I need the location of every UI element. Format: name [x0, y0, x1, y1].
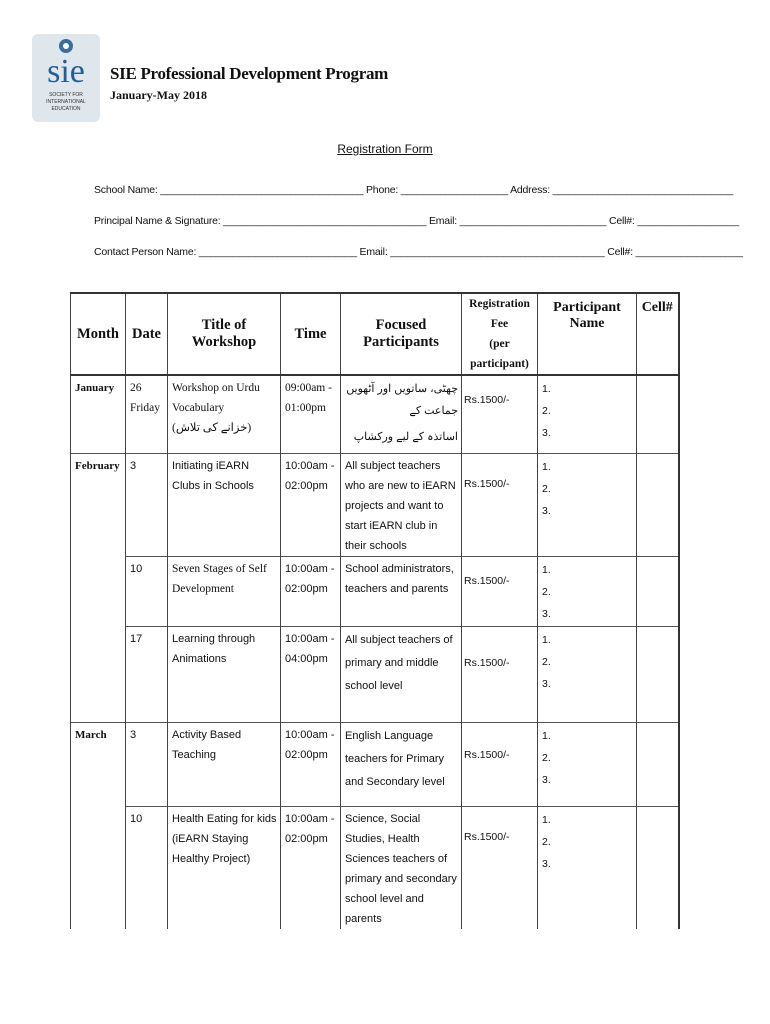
- participant-slot-2[interactable]: 2.: [542, 405, 551, 417]
- time-end: 02:00pm: [285, 479, 328, 492]
- table-row: [71, 626, 679, 722]
- contact-info-line[interactable]: Contact Person Name: ____________________________ Email: ______________________________________ Cell#: ___________________: [94, 246, 743, 258]
- participant-name-cell[interactable]: [538, 453, 637, 556]
- time-cell: [281, 556, 341, 626]
- participant-name-cell[interactable]: [538, 375, 637, 453]
- logo-caption-3: EDUCATION: [51, 106, 81, 112]
- participants-cell: Science, Social Studies, Health Sciences teachers of primary and secondary school level and parents: [341, 806, 462, 929]
- time-cell: [281, 626, 341, 722]
- participant-slot-1[interactable]: 1.: [542, 633, 551, 646]
- time-end: 02:00pm: [285, 748, 328, 761]
- time-start: 10:00am -: [285, 459, 335, 472]
- participant-slot-3[interactable]: 3.: [542, 857, 551, 870]
- participant-slot-3[interactable]: 3.: [542, 504, 551, 517]
- time-end: 02:00pm: [285, 832, 328, 845]
- participant-slot-3[interactable]: 3.: [542, 773, 551, 786]
- participant-slot-2[interactable]: 2.: [542, 585, 551, 598]
- cell-number-cell[interactable]: [637, 453, 679, 556]
- time-start: 10:00am -: [285, 728, 335, 741]
- participant-name-cell[interactable]: [538, 806, 637, 929]
- logo-caption-2: INTERNATIONAL: [46, 99, 86, 105]
- participant-slot-1[interactable]: 1.: [542, 813, 551, 826]
- participants-cell: School administrators, teachers and parents: [341, 556, 462, 626]
- date-cell: 3: [126, 453, 168, 556]
- participants-cell: [341, 375, 462, 453]
- title-cell: Learning through Animations: [168, 626, 281, 722]
- date-day: 26: [130, 382, 142, 394]
- time-start: 10:00am -: [285, 632, 335, 645]
- table-row: [71, 556, 679, 626]
- month-cell: [71, 626, 126, 722]
- participant-slot-2[interactable]: 2.: [542, 835, 551, 848]
- header-title: Title of Workshop: [168, 293, 281, 375]
- cell-number-cell[interactable]: [637, 626, 679, 722]
- time-end: 01:00pm: [285, 402, 326, 414]
- participant-slot-1[interactable]: 1.: [542, 563, 551, 576]
- date-cell: 10: [126, 556, 168, 626]
- time-end: 04:00pm: [285, 652, 328, 665]
- fee-cell: Rs.1500/-: [462, 626, 538, 722]
- table-row: [71, 375, 679, 453]
- header-fee-line2: (per participant): [470, 338, 529, 370]
- time-cell: [281, 722, 341, 806]
- workshop-table: [70, 292, 680, 929]
- header-participants: Focused Participants: [341, 293, 462, 375]
- participants-cell: English Language teachers for Primary and Secondary level: [341, 722, 462, 806]
- fee-cell: Rs.1500/-: [462, 722, 538, 806]
- table-row: [71, 806, 679, 929]
- participant-slot-2[interactable]: 2.: [542, 482, 551, 495]
- table-header-row: [71, 293, 679, 375]
- participant-slot-2[interactable]: 2.: [542, 655, 551, 668]
- participant-slot-1[interactable]: 1.: [542, 383, 551, 395]
- header-cell: Cell#: [637, 293, 679, 375]
- fee-cell: Rs.1500/-: [462, 556, 538, 626]
- time-end: 02:00pm: [285, 582, 328, 595]
- header-fee-line1: Registration Fee: [469, 298, 530, 330]
- header-participant-name: Participant Name: [538, 293, 637, 375]
- logo-letters: sie: [47, 53, 85, 90]
- title-cell: Health Eating for kids (iEARN Staying Healthy Project): [168, 806, 281, 929]
- principal-info-line[interactable]: Principal Name & Signature: ____________________________________ Email: __________________________ Cell#: __________________: [94, 215, 739, 227]
- title-cell: Initiating iEARN Clubs in Schools: [168, 453, 281, 556]
- date-cell: 17: [126, 626, 168, 722]
- date-cell: 10: [126, 806, 168, 929]
- participants-cell: All subject teachers who are new to iEARN projects and want to start iEARN club in their schools: [341, 453, 462, 556]
- participants-cell: All subject teachers of primary and middle school level: [341, 626, 462, 722]
- participant-name-cell[interactable]: [538, 556, 637, 626]
- participant-name-cell[interactable]: [538, 626, 637, 722]
- month-cell: [71, 806, 126, 929]
- participant-slot-1[interactable]: 1.: [542, 729, 551, 742]
- date-cell: 3: [126, 722, 168, 806]
- form-title: Registration Form: [337, 142, 433, 156]
- table-row: [71, 453, 679, 556]
- title-cell: Seven Stages of Self Development: [168, 556, 281, 626]
- title-cell: [168, 375, 281, 453]
- program-title: SIE Professional Development Program: [110, 64, 389, 83]
- time-start: 10:00am -: [285, 562, 335, 575]
- time-cell: [281, 375, 341, 453]
- table-row: [71, 722, 679, 806]
- header-month: Month: [71, 293, 126, 375]
- month-cell: [71, 556, 126, 626]
- participant-slot-3[interactable]: 3.: [542, 677, 551, 690]
- title-urdu: (خزانے کی تلاش): [172, 422, 252, 434]
- participant-name-cell[interactable]: [538, 722, 637, 806]
- header-fee: [462, 293, 538, 375]
- cell-number-cell[interactable]: [637, 722, 679, 806]
- time-start: 10:00am -: [285, 812, 335, 825]
- header-time: Time: [281, 293, 341, 375]
- title-line2: Vocabulary: [172, 402, 225, 414]
- school-info-line[interactable]: School Name: ____________________________________ Phone: ___________________ Address: ________________________________: [94, 184, 734, 196]
- program-dates: January-May 2018: [110, 88, 207, 102]
- fee-cell: Rs.1500/-: [462, 375, 538, 453]
- sie-logo: [32, 34, 100, 122]
- participants-urdu-line2: اساتذہ کے لیے ورکشاپ: [353, 431, 458, 443]
- title-cell: Activity Based Teaching: [168, 722, 281, 806]
- month-cell: January: [71, 375, 126, 453]
- participant-slot-3[interactable]: 3.: [542, 427, 551, 439]
- title-line1: Workshop on Urdu: [172, 382, 260, 394]
- date-weekday: Friday: [130, 402, 161, 414]
- participant-slot-2[interactable]: 2.: [542, 751, 551, 764]
- month-cell: March: [71, 722, 126, 806]
- date-cell: [126, 375, 168, 453]
- month-cell: February: [71, 453, 126, 556]
- fee-cell: Rs.1500/-: [462, 806, 538, 929]
- participant-slot-1[interactable]: 1.: [542, 460, 551, 473]
- cell-number-cell[interactable]: [637, 806, 679, 929]
- participant-slot-3[interactable]: 3.: [542, 607, 551, 620]
- fee-cell: Rs.1500/-: [462, 453, 538, 556]
- participants-urdu-line1: چھٹی، ساتویں اور آٹھویں جماعت کے: [346, 383, 458, 417]
- cell-number-cell[interactable]: [637, 375, 679, 453]
- logo-caption-1: SOCIETY FOR: [49, 92, 83, 98]
- time-cell: [281, 453, 341, 556]
- time-cell: [281, 806, 341, 929]
- cell-number-cell[interactable]: [637, 556, 679, 626]
- header-date: Date: [126, 293, 168, 375]
- time-start: 09:00am -: [285, 382, 332, 394]
